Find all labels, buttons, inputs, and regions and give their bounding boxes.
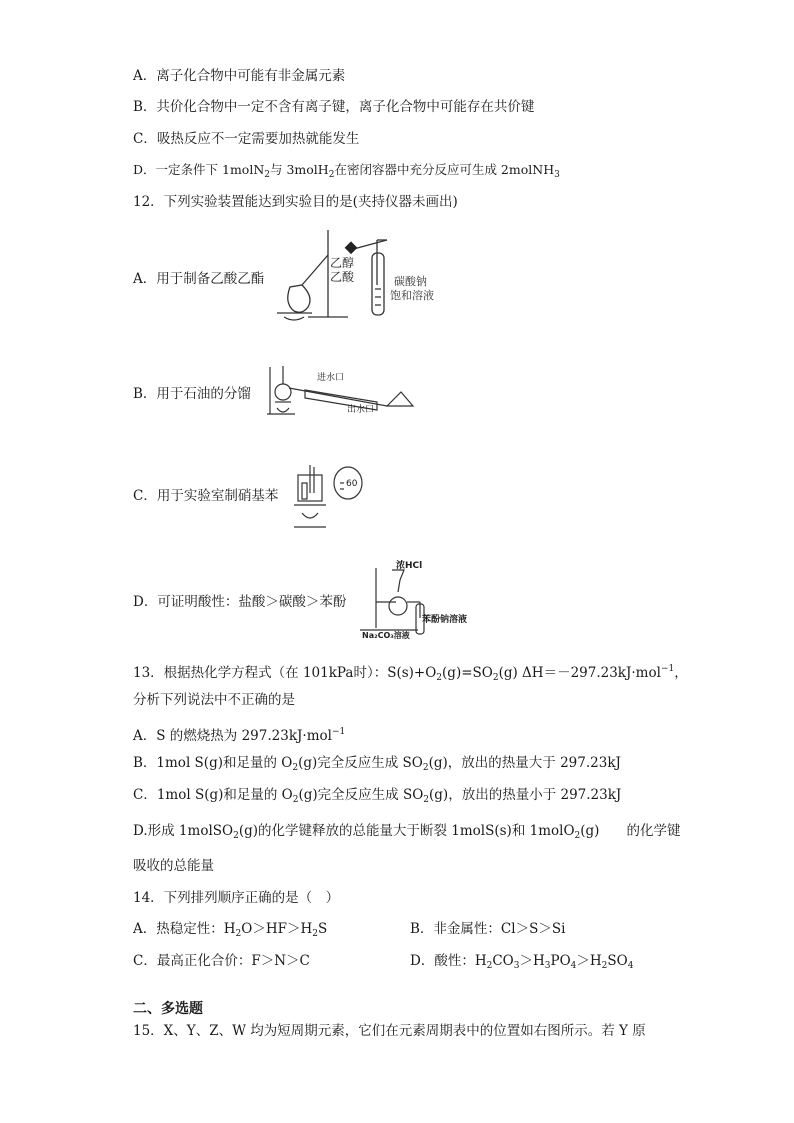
fig-d-label-sodium-carbonate: Na₂CO₃溶液 bbox=[362, 631, 410, 640]
esterification-apparatus-figure bbox=[272, 225, 472, 325]
q11-option-c: C．吸热反应不一定需要加热就能发生 bbox=[133, 131, 360, 147]
q11-option-b: B．共价化合物中一定不含有离子键，离子化合物中可能存在共价键 bbox=[133, 99, 535, 115]
q12-option-d: D．可证明酸性：盐酸＞碳酸＞苯酚 bbox=[133, 594, 347, 610]
q13-option-a: A．S 的燃烧热为 297.23kJ·mol$^{-1}$ bbox=[133, 727, 346, 744]
q11-option-d: D．一定条件下 1molN$_2$与 3molH$_2$在密闭容器中充分反应可生成 2molNH$_3$ bbox=[133, 162, 560, 180]
section-title-multiple-choice: 二、多选题 bbox=[133, 1001, 203, 1017]
q12-stem: 12．下列实验装置能达到实验目的是(夹持仪器未画出) bbox=[133, 194, 458, 210]
q11-option-a: A．离子化合物中可能有非金属元素 bbox=[133, 68, 346, 84]
distillation-apparatus-figure bbox=[265, 362, 425, 420]
fig-c-thermometer-reading: 60 bbox=[346, 479, 358, 489]
q12-option-c: C．用于实验室制硝基苯 bbox=[133, 488, 279, 504]
fig-a-label-sodium-carbonate: 碳酸钠 bbox=[394, 275, 427, 288]
acidity-comparison-apparatus-figure bbox=[358, 558, 498, 640]
q13-option-d: D.形成 1molSO$_2$(g)的化学键释放的总能量大于断裂 1molS(s)和 1molO$_2$(g) 的化学键 bbox=[133, 823, 681, 841]
q14-stem: 14．下列排列顺序正确的是（ ） bbox=[133, 890, 340, 906]
fig-a-label-acetic-acid: 乙酸 bbox=[330, 270, 355, 284]
fig-d-label-sodium-phenolate: 苯酚钠溶液 bbox=[422, 615, 468, 625]
q13-stem-2: 分析下列说法中不正确的是 bbox=[133, 692, 295, 708]
fig-d-label-conc-hcl: 浓HCl bbox=[396, 561, 423, 571]
q15-stem: 15．X、Y、Z、W 均为短周期元素，它们在元素周期表中的位置如右图所示。若 Y 原 bbox=[133, 1023, 646, 1039]
q14-option-d: D．酸性：$H_2CO_3>H_3PO_4>H_2SO_4$ bbox=[410, 953, 634, 971]
q14-option-b: B．非金属性：Cl＞S＞Si bbox=[410, 921, 566, 937]
q12-option-a: A．用于制备乙酸乙酯 bbox=[133, 271, 265, 287]
q13-option-d-line2: 吸收的总能量 bbox=[133, 858, 214, 874]
q14-option-c: C．最高正化合价：F＞N＞C bbox=[133, 953, 310, 969]
fig-b-label-water-in: 进水口 bbox=[317, 373, 345, 383]
q13-option-b: B．1mol S(g)和足量的 $O_2(g)$完全反应生成 $SO_2(g)$，放出的热量大于 297.23kJ bbox=[133, 755, 621, 773]
q14-option-a: A．热稳定性：$H_2O>HF>H_2S$ bbox=[133, 921, 328, 939]
q13-option-c: C．1mol S(g)和足量的 $O_2(g)$完全反应生成 $SO_2(g)$，放出的热量小于 297.23kJ bbox=[133, 787, 622, 805]
fig-a-label-ethanol: 乙醇 bbox=[330, 256, 355, 270]
q12-option-b: B．用于石油的分馏 bbox=[133, 386, 251, 402]
fig-b-label-water-out: 出水口 bbox=[347, 405, 375, 415]
fig-a-label-saturated: 饱和溶液 bbox=[390, 289, 434, 302]
q13-stem: 13．根据热化学方程式（在 101kPa时）：$S(s)+O_2(g)=SO_2(g)$ ΔH＝－297.23kJ·mol$^{-1}$， bbox=[133, 664, 688, 683]
nitrobenzene-apparatus-figure bbox=[292, 463, 372, 533]
